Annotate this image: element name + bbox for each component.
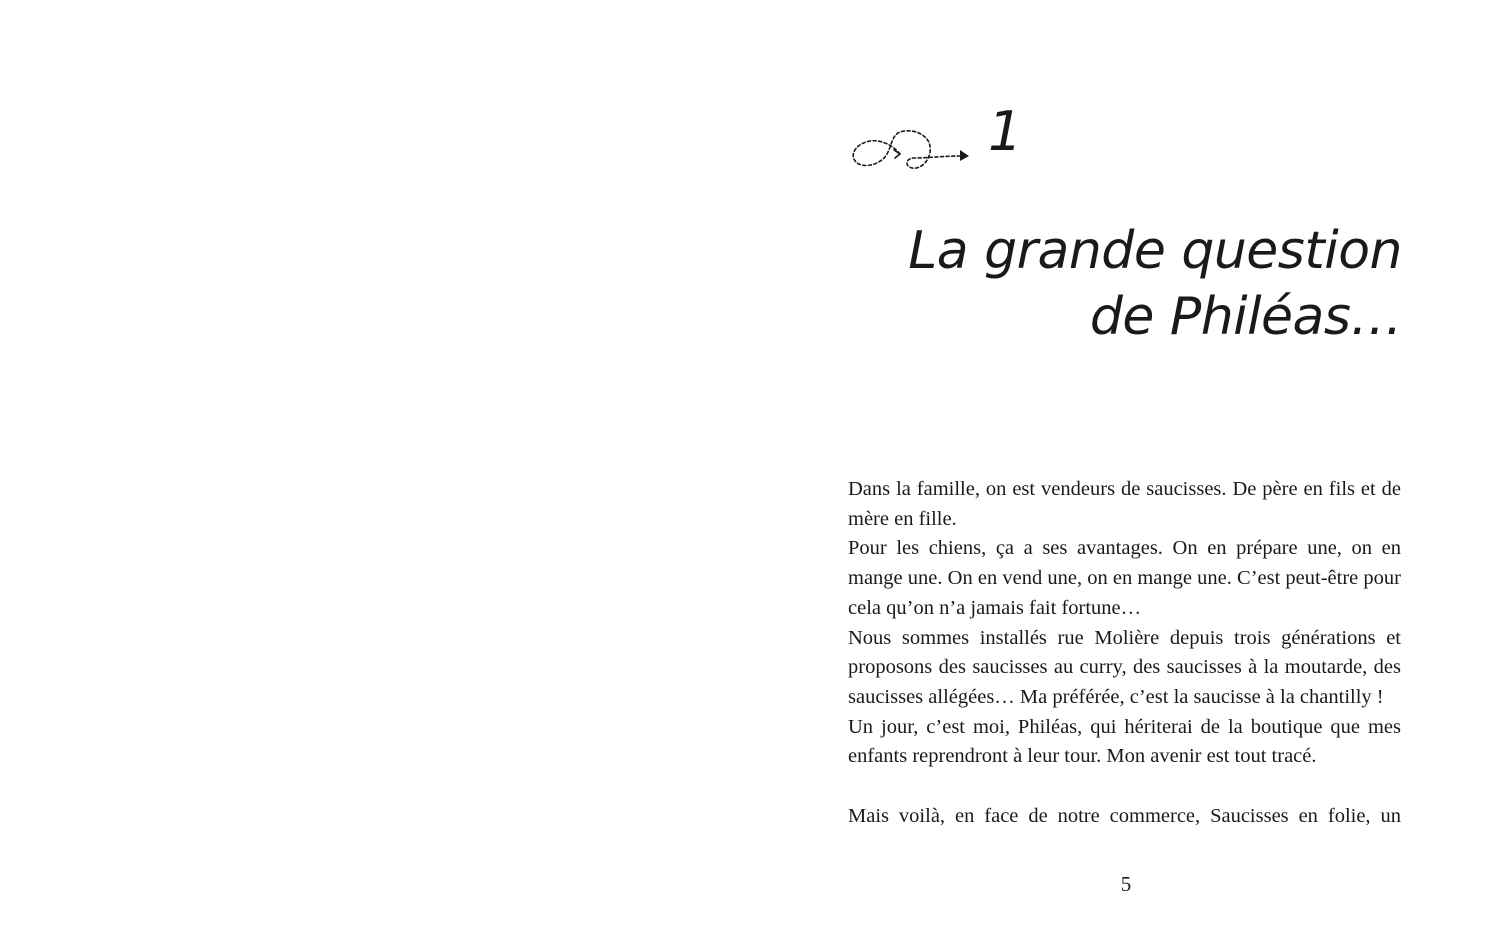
paragraph: Nous sommes installés rue Molière depuis trois générations et proposons des saucisses au curry, des saucisses à la moutarde, des saucisses allégées… Ma préférée, c’est la saucisse à la chantilly ! [848,626,1401,708]
paragraph: Mais voilà, en face de notre commerce, Saucisses en folie, un [848,804,1401,827]
dotted-loop-arrow-icon [848,120,973,180]
chapter-title-line-2: de Philéas… [1089,287,1402,347]
chapter-number: 1 [988,100,1023,163]
page-number: 5 [1120,872,1132,896]
paragraph: Un jour, c’est moi, Philéas, qui hériterai de la boutique que mes enfants reprendront à leur tour. Mon avenir est tout tracé. [848,715,1401,768]
chapter-title [882,218,1402,350]
paragraph: Dans la famille, on est vendeurs de saucisses. De père en fils et de mère en fille. [848,478,1401,530]
right-page [750,0,1500,937]
paragraph: Pour les chiens, ça a ses avantages. On en prépare une, on en mange une. On en vend une, on en mange une. C’est peut-être pour cela qu’on n’a jamais fait fortune… [848,537,1401,619]
chapter-title-line-1: La grande question [908,221,1402,281]
body-text [848,475,1401,831]
